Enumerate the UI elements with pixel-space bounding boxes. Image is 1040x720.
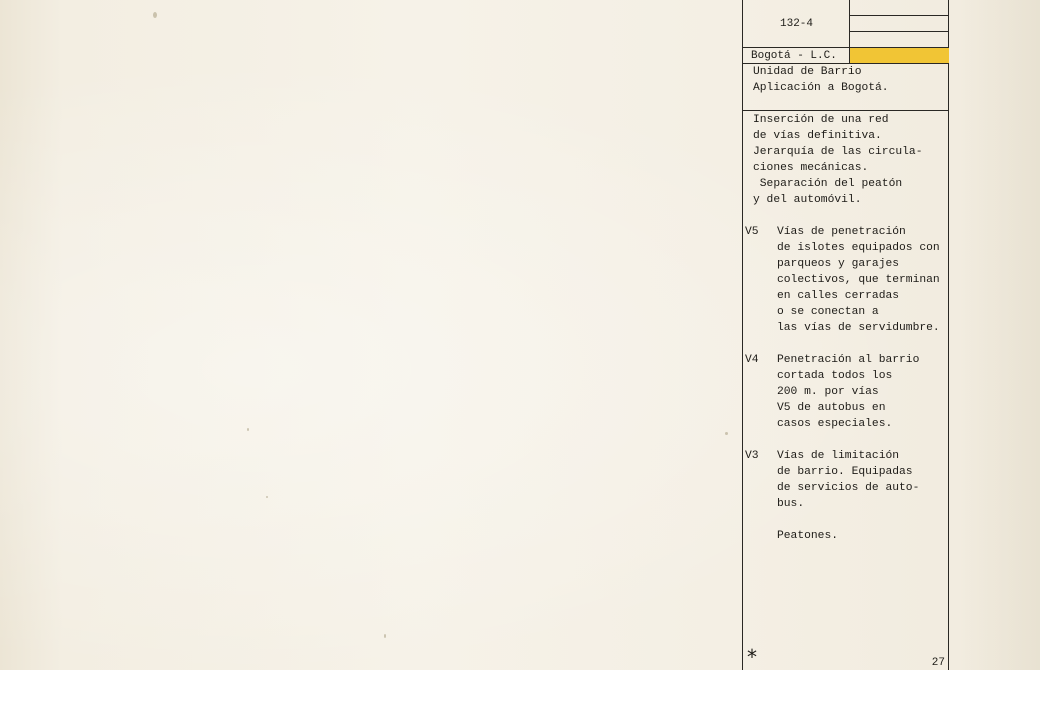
item-line: Vías de penetración: [777, 226, 906, 238]
item-label-v4: V4: [745, 354, 759, 366]
divider: [743, 110, 948, 111]
item-line: Vías de limitación: [777, 450, 900, 462]
intro-line: Separación del peatón: [753, 178, 903, 190]
reference-grid: [849, 0, 949, 63]
sheet-code-cell: [743, 0, 849, 47]
heading-line: Aplicación a Bogotá.: [753, 82, 889, 94]
intro-line: Jerarquía de las circula-: [753, 146, 923, 158]
page-edge-shadow: [960, 0, 1040, 670]
item-label-v3: V3: [745, 450, 759, 462]
item-line: las vías de servidumbre.: [777, 322, 940, 334]
paper-speck: [725, 432, 728, 435]
item-line: de barrio. Equipadas: [777, 466, 913, 478]
paper-speck: [266, 496, 268, 498]
location-label: Bogotá - L.C.: [751, 50, 837, 62]
sheet-code: 132-4: [780, 18, 814, 30]
item-line: cortada todos los: [777, 370, 893, 382]
item-line: parqueos y garajes: [777, 258, 900, 270]
item-line: en calles cerradas: [777, 290, 900, 302]
item-label-v5: V5: [745, 226, 759, 238]
item-line-peatones: Peatones.: [777, 530, 839, 542]
intro-line: y del automóvil.: [753, 194, 862, 206]
item-line: de islotes equipados con: [777, 242, 940, 254]
grid-line: [850, 31, 949, 32]
legend-panel: [742, 0, 949, 670]
item-line: bus.: [777, 498, 805, 510]
divider: [743, 47, 849, 48]
item-line: 200 m. por vías: [777, 386, 879, 398]
highlight-cell: [850, 47, 949, 63]
paper-speck: [153, 12, 157, 18]
item-line: colectivos, que terminan: [777, 274, 940, 286]
intro-line: ciones mecánicas.: [753, 162, 869, 174]
item-line: o se conectan a: [777, 306, 879, 318]
intro-line: de vías definitiva.: [753, 130, 882, 142]
grid-line: [850, 15, 949, 16]
intro-line: Inserción de una red: [753, 114, 889, 126]
page-number: 27: [931, 657, 945, 669]
item-line: de servicios de auto-: [777, 482, 920, 494]
heading-line: Unidad de Barrio: [753, 66, 862, 78]
paper-speck: [384, 634, 386, 638]
item-line: Penetración al barrio: [777, 354, 920, 366]
paper-speck: [247, 428, 249, 431]
item-line: casos especiales.: [777, 418, 893, 430]
item-line: V5 de autobus en: [777, 402, 886, 414]
footer-asterisk: *: [747, 645, 757, 669]
